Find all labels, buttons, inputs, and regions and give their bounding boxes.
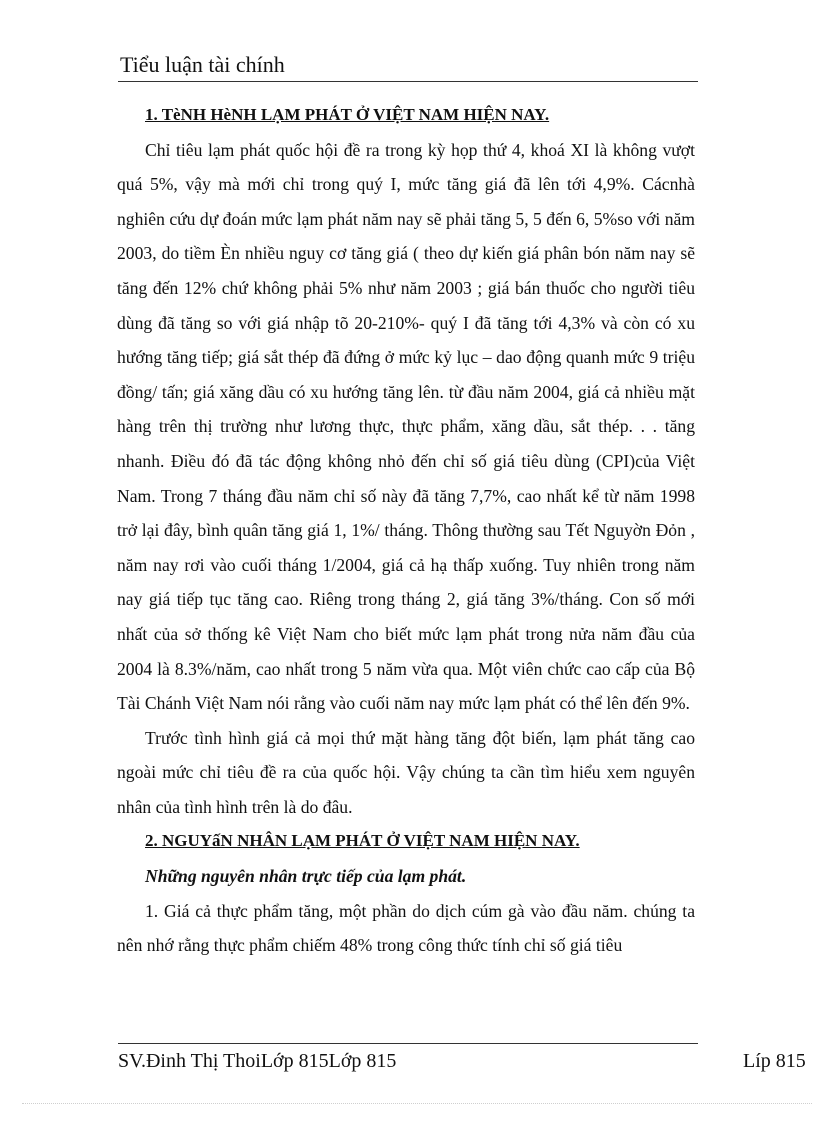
footer-student-info: SV.Đinh Thị ThoiLớp 815Lớp 815 [118, 1050, 397, 1072]
paragraph-conclusion: Trước tình hình giá cả mọi thứ mặt hàng tăng đột biến, lạm phát tăng cao ngoài mức chỉ tiêu đề ra của quốc hội. Vậy chúng ta cần tìm hiểu xem nguyên nhân của tình hình trên là do đâu. [117, 727, 695, 817]
document-body [117, 98, 695, 963]
subsection-heading: Những nguyên nhân trực tiếp của lạm phát. [145, 866, 467, 887]
section-heading-2: 2. NGUYấN NHÂN LẠM PHÁT Ở VIỆT NAM HIỆN NAY. [145, 831, 580, 851]
page-edge-dotted-line [22, 1103, 812, 1104]
paragraph-inflation-situation: Chỉ tiêu lạm phát quốc hội đề ra trong kỳ họp thứ 4, khoá XI là không vượt quá 5%, vậy mà mới chỉ trong quý I, mức tăng giá đã lên tới 4,9%. Cácnhà nghiên cứu dự đoán mức lạm phát năm nay sẽ phải tăng 5, 5 đến 6, 5%so với năm 2003, do tiềm Èn nhiều nguy cơ tăng giá ( theo dự kiến giá phân bón năm nay sẽ tăng đến 12% chứ không phải 5% như năm 2003 ; giá bán thuốc cho người tiêu dùng đã tăng so với giá nhập tõ 20-210%- quý I đã tăng tới 4,3% và còn có xu hướng tăng tiếp; giá sắt thép đã đứng ở mức kỷ lục – dao động quanh mức 9 triệu đồng/ tấn; giá xăng dầu có xu hướng tăng lên. từ đầu năm 2004, giá cả nhiều mặt hàng trên thị trường như lương thực, thực phẩm, xăng dầu, sắt thép. . . tăng nhanh. Điều đó đã tác động không nhỏ đến chỉ số giá tiêu dùng (CPI)của Việt Nam. Trong 7 tháng đầu năm chỉ số này đã tăng 7,7%, cao nhất kể từ năm 1998 trở lại đây, bình quân tăng giá 1, 1%/ tháng. Thông thường sau Tết Nguyờn Đỏn , năm nay rơi vào cuối tháng 1/2004, giá cả hạ thấp xuống. Tuy nhiên trong năm nay giá tiếp tục tăng cao. Riêng trong tháng 2, giá tăng 3%/tháng. Con số mới nhất của sở thống kê Việt Nam cho biết mức lạm phát trong nửa năm đầu của 2004 là 8.3%/năm, cao nhất trong 5 năm vừa qua. Một viên chức cao cấp của Bộ Tài Chánh Việt Nam nói rằng vào cuối năm nay mức lạm phát có thể lên đến 9%. [117, 139, 695, 714]
header-divider [118, 81, 698, 82]
footer-class-label: Líp 815 [743, 1050, 806, 1072]
section-heading-1: 1. TèNH HèNH LẠM PHÁT Ở VIỆT NAM HIỆN NAY. [145, 105, 550, 124]
paragraph-food-prices: 1. Giá cả thực phẩm tăng, một phần do dịch cúm gà vào đầu năm. chúng ta nên nhớ rằng thực phẩm chiếm 48% trong công thức tính chỉ số giá tiêu [117, 900, 695, 956]
footer-divider [118, 1043, 698, 1044]
document-header-title: Tiểu luận tài chính [120, 52, 285, 77]
